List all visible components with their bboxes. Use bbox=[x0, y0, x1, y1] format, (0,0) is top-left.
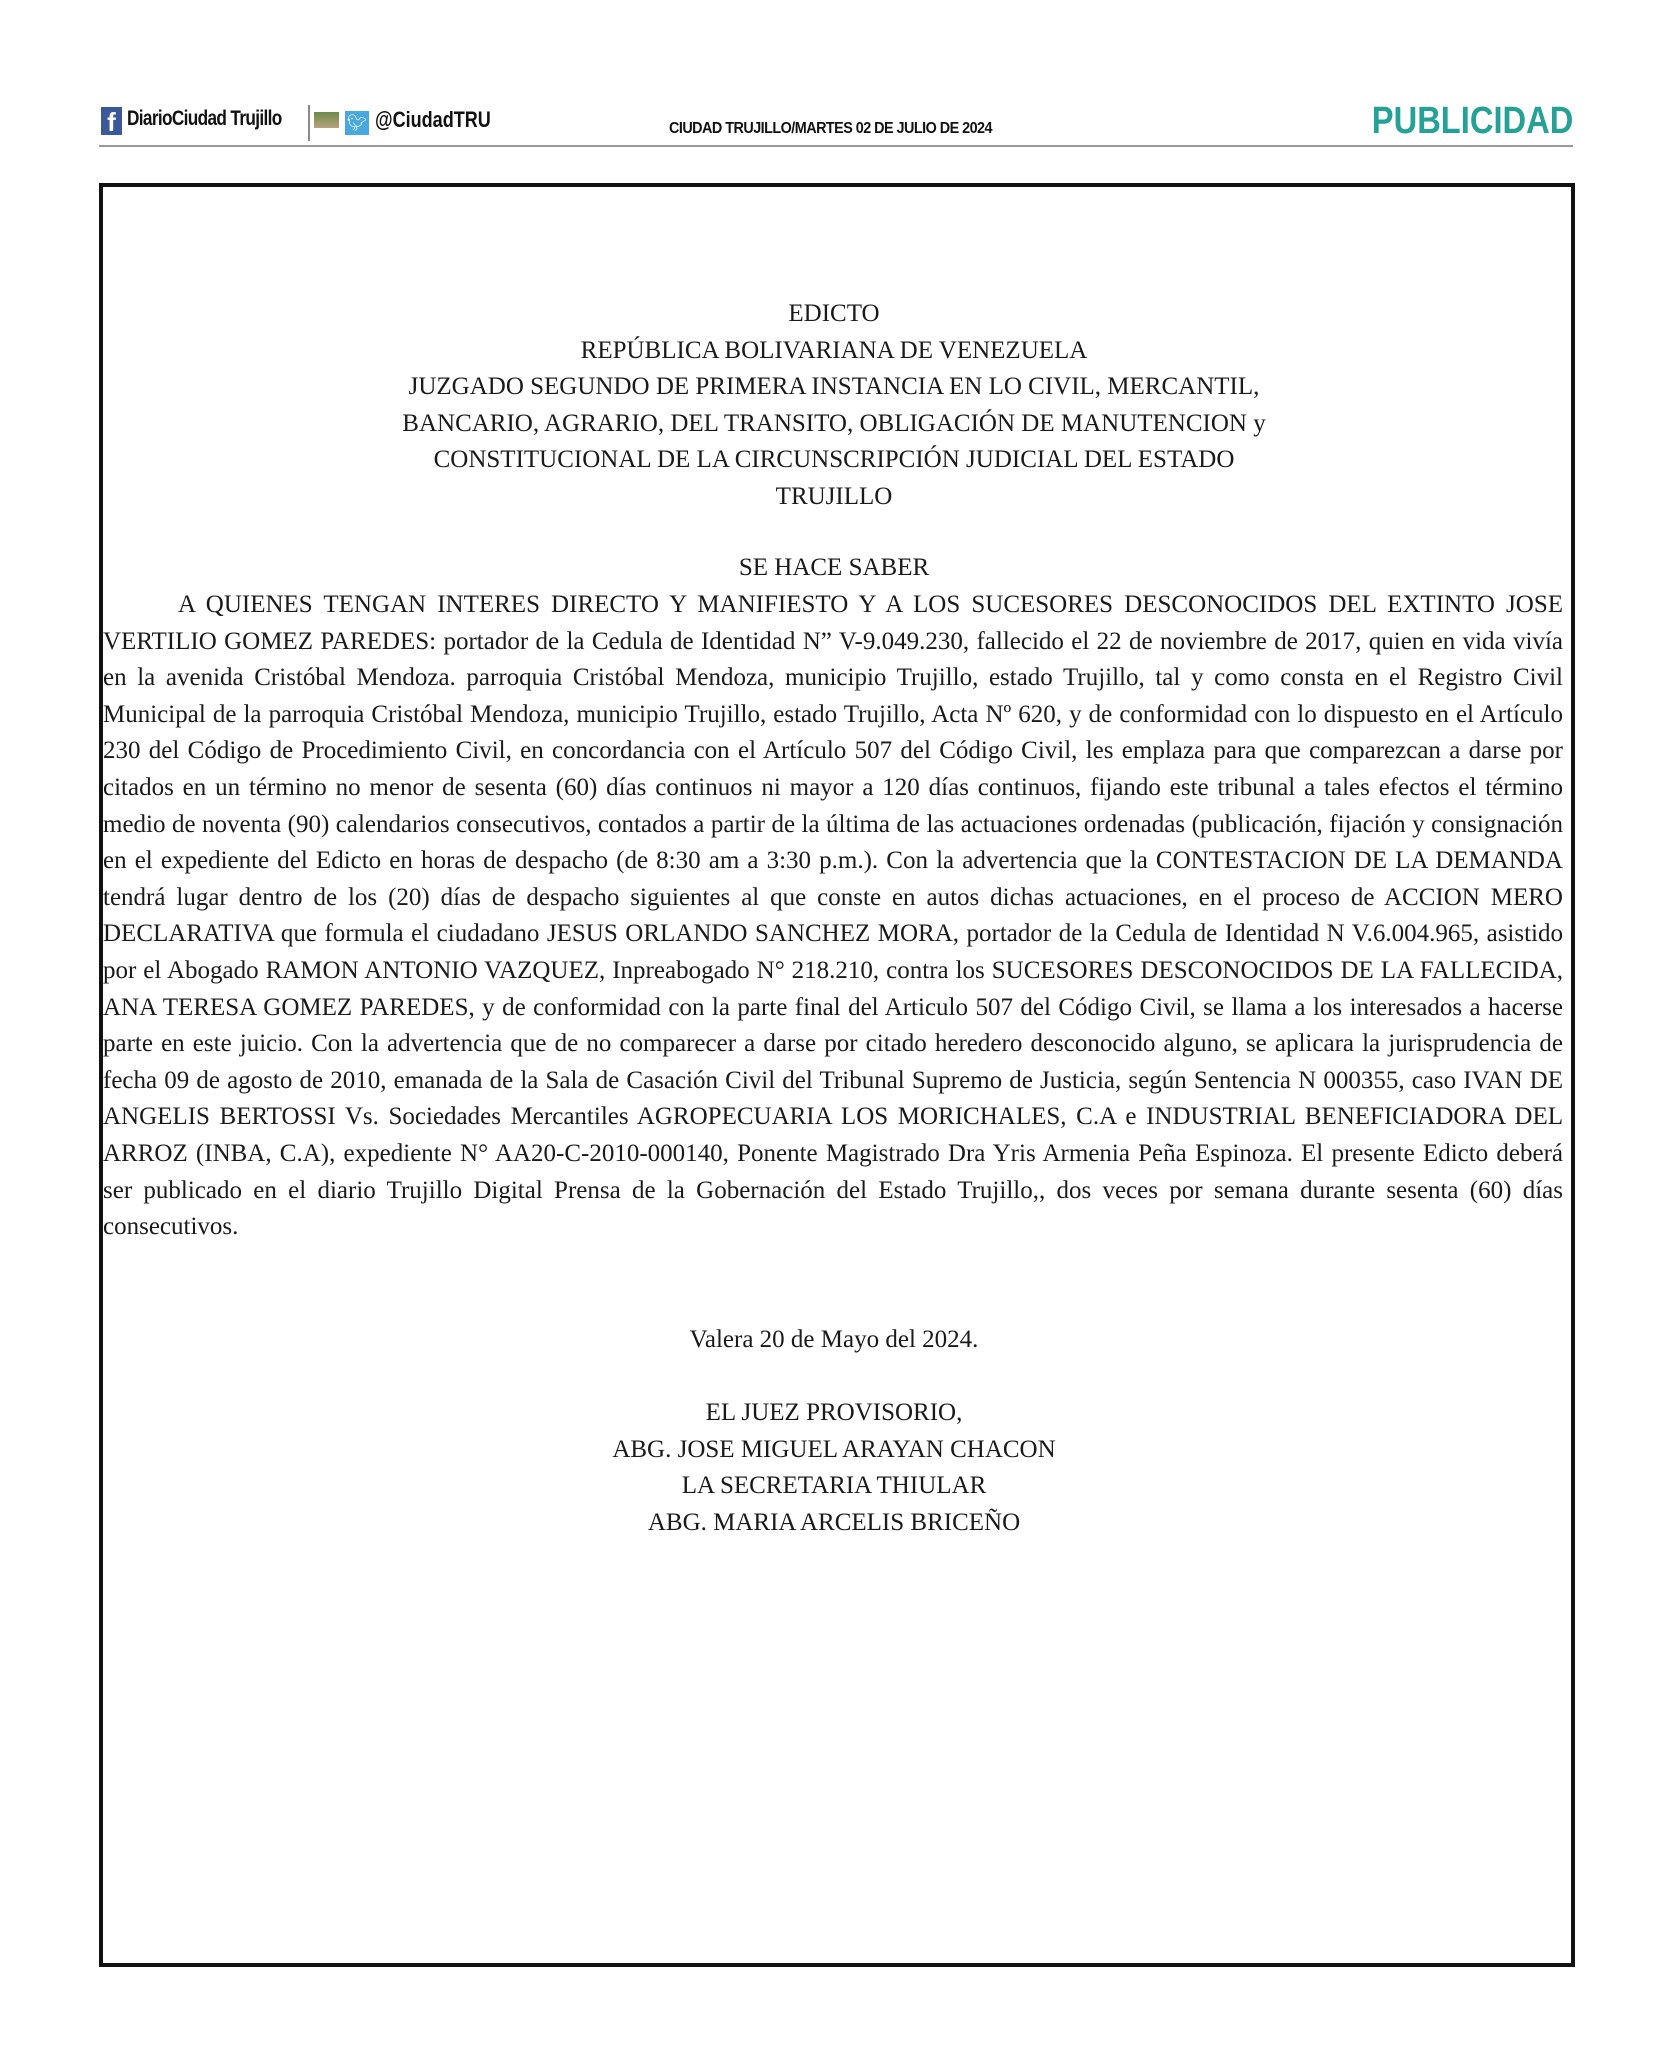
court-line-2: BANCARIO, AGRARIO, DEL TRANSITO, OBLIGACIÓN DE MANUTENCION y bbox=[402, 409, 1266, 437]
edict-titles bbox=[103, 296, 1565, 516]
header-divider bbox=[308, 105, 310, 141]
se-hace-saber: SE HACE SABER bbox=[738, 554, 930, 581]
twitter-handle: @CiudadTRU bbox=[375, 107, 491, 132]
court-line-1: JUZGADO SEGUNDO DE PRIMERA INSTANCIA EN LO CIVIL, MERCANTIL, bbox=[408, 373, 1260, 401]
country-line: REPÚBLICA BOLIVARIANA DE VENEZUELA bbox=[580, 336, 1088, 364]
thumbnail-image bbox=[314, 112, 339, 128]
court-line-3: CONSTITUCIONAL DE LA CIRCUNSCRIPCIÓN JUDICIAL DEL ESTADO bbox=[433, 446, 1235, 474]
signatures bbox=[103, 1395, 1565, 1541]
signature-secretary-title: LA SECRETARIA THIULAR bbox=[681, 1472, 987, 1500]
dateline: CIUDAD TRUJILLO/MARTES 02 DE JULIO DE 2024 bbox=[669, 120, 992, 137]
signature-judge-title: EL JUEZ PROVISORIO, bbox=[705, 1399, 963, 1426]
page-header bbox=[99, 100, 1573, 146]
court-line-4: TRUJILLO bbox=[775, 482, 893, 510]
place-date: Valera 20 de Mayo del 2024. bbox=[689, 1326, 979, 1353]
twitter-icon: 🐦︎ bbox=[345, 111, 369, 135]
section-title: PUBLICIDAD bbox=[1371, 100, 1573, 142]
edict-box bbox=[99, 183, 1575, 1967]
header-rule bbox=[99, 145, 1573, 147]
edict-title: EDICTO bbox=[788, 300, 880, 327]
signature-secretary-name: ABG. MARIA ARCELIS BRICEÑO bbox=[647, 1508, 1021, 1536]
edict-body: A QUIENES TENGAN INTERES DIRECTO Y MANIFIESTO Y A LOS SUCESORES DESCONOCIDOS DEL EXTINTO JOSE VERTILIO GOMEZ PAREDES: portador de la Cedula de Identidad N” V-9.049.230, fallecido el 22 de noviembre de 2017, quien en vida vivía en la avenida Cristóbal Mendoza. parroquia Cristóbal Mendoza, municipio Trujillo, estado Trujillo, tal y como consta en el Registro Civil Municipal de la parroquia Cristóbal Mendoza, municipio Trujillo, estado Trujillo, Acta Nº 620, y de conformidad con lo dispuesto en el Artículo 230 del Código de Procedimiento Civil, en concordancia con el Artículo 507 del Código Civil, les emplaza para que comparezcan a darse por citados en un término no menor de sesenta (60) días continuos ni mayor a 120 días continuos, fijando este tribunal a tales efectos el término medio de noventa (90) calendarios consecutivos, contados a partir de la última de las actuaciones ordenadas (publicación, fijación y consignación en el expediente del Edicto en horas de despacho (de 8:30 am a 3:30 p.m.). Con la advertencia que la CONTESTACION DE LA DEMANDA tendrá lugar dentro de los (20) días de despacho siguientes al que conste en autos dichas actuaciones, en el proceso de ACCION MERO DECLARATIVA que formula el ciudadano JESUS ORLANDO SANCHEZ MORA, portador de la Cedula de Identidad N V.6.004.965, asistido por el Abogado RAMON ANTONIO VAZQUEZ, Inpreabogado N° 218.210, contra los SUCESORES DESCONOCIDOS DE LA FALLECIDA, ANA TERESA GOMEZ PAREDES, y de conformidad con la parte final del Articulo 507 del Código Civil, se llama a los interesados a hacerse parte en este juicio. Con la advertencia que de no comparecer a darse por citado heredero desconocido alguno, se aplicara la jurisprudencia de fecha 09 de agosto de 2010, emanada de la Sala de Casación Civil del Tribunal Supremo de Justicia, según Sentencia N 000355, caso IVAN DE ANGELIS BERTOSSI Vs. Sociedades Mercantiles AGROPECUARIA LOS MORICHALES, C.A e INDUSTRIAL BENEFICIADORA DEL ARROZ (INBA, C.A), expediente N° AA20-C-2010-000140, Ponente Magistrado Dra Yris Armenia Peña Espinoza. El presente Edicto deberá ser publicado en el diario Trujillo Digital Prensa de la Gobernación del Estado Trujillo,, dos veces por semana durante sesenta (60) días consecutivos. bbox=[103, 591, 1563, 1241]
signature-judge-name: ABG. JOSE MIGUEL ARAYAN CHACON bbox=[612, 1435, 1056, 1463]
facebook-icon: f bbox=[101, 107, 122, 135]
facebook-handle: DiarioCiudad Trujillo bbox=[127, 107, 282, 130]
